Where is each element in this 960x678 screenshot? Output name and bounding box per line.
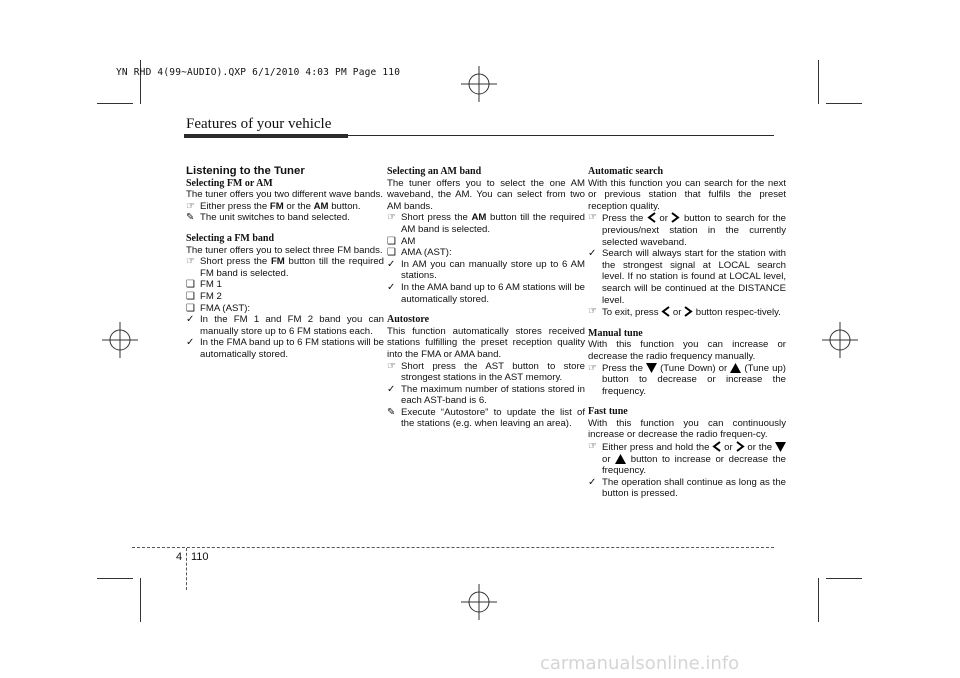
step-item (186, 256, 384, 279)
check-item: ✓ Search will always start for the station with the strongest signal at LOCAL search level. If no station is found at LOCAL level, search will be continued at the DISTANCE level. (588, 248, 786, 306)
section-title: Listening to the Tuner (186, 165, 305, 177)
step-text: Short press the FM button till the required FM band is selected. (200, 256, 384, 279)
registration-mark-icon (102, 322, 138, 358)
seek-left-icon (712, 441, 721, 452)
step-item (186, 201, 384, 213)
registration-mark-icon (461, 66, 497, 102)
column-2 (387, 166, 585, 430)
subsection-heading: Autostore (387, 314, 430, 326)
checkbox-icon: ❑ (186, 290, 195, 302)
seek-left-icon (661, 306, 670, 317)
step-text: To exit, press or button respec-tively. (602, 307, 781, 319)
tune-down-icon (646, 363, 657, 373)
crop-mark (826, 578, 862, 579)
crop-mark (97, 578, 133, 579)
pointing-hand-icon: ☞ (588, 306, 597, 318)
column-1 (186, 166, 384, 361)
tune-up-icon (730, 363, 741, 373)
pointing-hand-icon: ☞ (588, 362, 597, 374)
subsection-heading: Automatic search (588, 166, 664, 177)
pointing-hand-icon: ☞ (387, 212, 396, 224)
pointing-hand-icon: ☞ (387, 360, 396, 372)
seek-left-icon (647, 212, 656, 223)
footer-rule (132, 547, 774, 548)
pointing-hand-icon: ☞ (186, 200, 195, 212)
pencil-icon: ✎ (186, 212, 195, 224)
checkmark-icon: ✓ (387, 383, 396, 395)
section-number: 4 (176, 551, 183, 563)
checkmark-icon: ✓ (588, 248, 597, 260)
header-rule (348, 135, 774, 136)
seek-right-icon (736, 441, 745, 452)
step-text: Press the or button to search for the previous/next station in the currently selected waveband. (602, 213, 787, 248)
check-item: ✓ In AM you can manually store up to 6 AM stations. (387, 258, 585, 282)
tune-up-icon (615, 454, 626, 464)
step-item (387, 212, 585, 235)
paragraph: With this function you can increase or decrease the radio frequency manually. (588, 339, 786, 362)
pointing-hand-icon: ☞ (588, 212, 597, 224)
check-item: ✓ In the FM 1 and FM 2 band you can manually store up to 6 FM stations each. (186, 314, 384, 337)
column-3 (588, 166, 786, 500)
checkbox-icon: ❑ (387, 247, 396, 259)
option-item: ❑ AM (387, 235, 416, 247)
checkmark-icon: ✓ (387, 281, 396, 293)
note-text: The unit switches to band selected. (200, 212, 350, 224)
check-item: ✓ The operation shall continue as long as the button is pressed. (588, 476, 786, 500)
check-item: ✓ In the AMA band up to 6 AM stations will be automatically stored. (387, 281, 585, 305)
page-number: 110 (191, 551, 209, 563)
checkmark-icon: ✓ (387, 258, 396, 270)
crop-mark (818, 60, 819, 104)
step-text: Press the (Tune Down) or (Tune up) button to decrease or increase the frequency. (602, 362, 787, 397)
step-item (588, 441, 786, 477)
paragraph: With this function you can continuously increase or decrease the radio frequen-cy. (588, 417, 786, 441)
seek-right-icon (684, 306, 693, 317)
page-header-title: Features of your vehicle (186, 116, 332, 132)
check-item: ✓ The maximum number of stations stored in each AST-band is 6. (387, 383, 585, 407)
subsection-heading: Manual tune (588, 327, 643, 339)
header-bar (184, 134, 348, 138)
crop-mark (818, 578, 819, 622)
paragraph: The tuner offers you to select three FM bands. (186, 244, 383, 256)
step-text: Either press and hold the or or the or button to increase or decrease the frequency. (602, 442, 787, 477)
step-item (588, 212, 786, 248)
crop-mark (97, 103, 133, 104)
checkmark-icon: ✓ (588, 476, 597, 488)
checkbox-icon: ❑ (387, 235, 396, 247)
step-text: Short press the AM button till the required AM band is selected. (401, 212, 585, 235)
pencil-icon: ✎ (387, 406, 396, 418)
checkmark-icon: ✓ (186, 314, 195, 326)
check-item: ✓ In the FMA band up to 6 FM stations will be automatically stored. (186, 337, 384, 360)
footer-divider (186, 548, 187, 590)
note-text: Execute “Autostore” to update the list of the stations (e.g. when leaving an area). (401, 406, 585, 430)
print-slug: YN RHD 4(99~AUDIO).QXP 6/1/2010 4:03 PM Page 110 (116, 67, 401, 78)
registration-mark-icon (461, 584, 497, 620)
option-item: ❑ AMA (AST): (387, 247, 452, 259)
seek-right-icon (671, 212, 680, 223)
note-item (186, 212, 384, 224)
paragraph: The tuner offers you to select the one AM waveband, the AM. You can select from two AM bands. (387, 177, 585, 212)
subsection-heading: Selecting a FM band (186, 232, 275, 244)
option-item: ❑ FM 1 (186, 279, 222, 291)
checkbox-icon: ❑ (186, 279, 195, 291)
pointing-hand-icon: ☞ (186, 256, 195, 268)
paragraph: The tuner offers you two different wave bands. (186, 189, 383, 201)
subsection-heading: Fast tune (588, 406, 628, 418)
pointing-hand-icon: ☞ (588, 441, 597, 453)
subsection-heading: Selecting FM or AM (186, 177, 273, 189)
note-item (387, 407, 585, 430)
paragraph: With this function you can search for the next or previous station that fulfils the preset reception quality. (588, 177, 786, 212)
option-item: ❑ FM 2 (186, 290, 222, 302)
option-item: ❑ FMA (AST): (186, 302, 251, 314)
subsection-heading: Selecting an AM band (387, 166, 482, 177)
registration-mark-icon (822, 322, 858, 358)
paragraph: This function automatically stores received stations fulfilling the preset reception quality into the FMA or AMA band. (387, 325, 585, 360)
checkbox-icon: ❑ (186, 302, 195, 314)
tune-down-icon (775, 442, 786, 452)
step-text: Short press the AST button to store strongest stations in the AST memory. (401, 360, 585, 384)
crop-mark (826, 103, 862, 104)
step-item (588, 363, 786, 398)
step-item (387, 361, 585, 384)
step-text: Either press the FM or the AM button. (200, 200, 361, 212)
crop-mark (140, 578, 141, 622)
step-item (588, 306, 786, 319)
checkmark-icon: ✓ (186, 337, 195, 349)
watermark: carmanualsonline.info (540, 653, 740, 674)
